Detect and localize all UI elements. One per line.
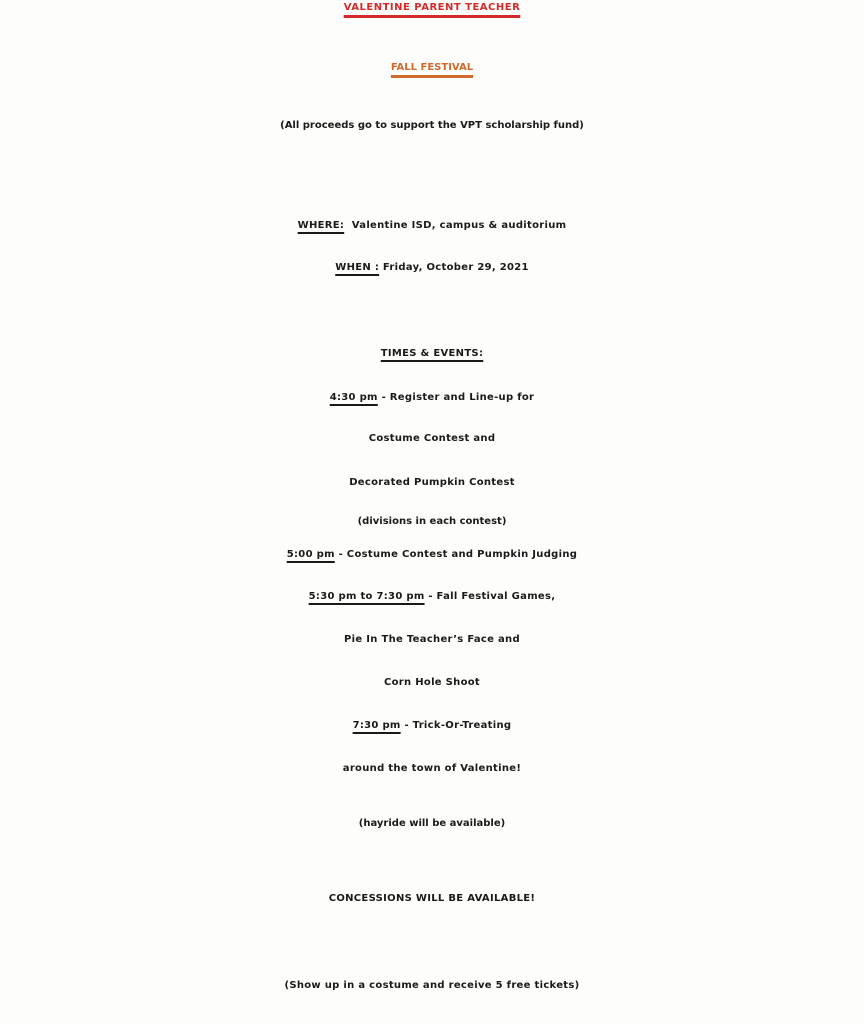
event-3-line-1	[0, 591, 864, 602]
events-heading	[0, 348, 864, 359]
event-3-time: 5:30 pm to 7:30 pm	[308, 591, 425, 602]
event-1-line-3: Decorated Pumpkin Contest	[349, 477, 515, 488]
flyer-subtitle-festival: FALL FESTIVAL	[390, 62, 474, 73]
event-1-note: (divisions in each contest)	[357, 516, 507, 527]
where-line	[0, 220, 864, 231]
event-2-text: - Costume Contest and Pumpkin Judging	[334, 549, 578, 560]
concessions-notice: CONCESSIONS WILL BE AVAILABLE!	[328, 893, 536, 904]
events-heading-text: TIMES & EVENTS:	[380, 348, 484, 359]
event-1-line-2: Costume Contest and	[368, 433, 496, 444]
flyer-title: VALENTINE PARENT TEACHER	[343, 2, 521, 13]
event-1-line-1	[0, 392, 864, 403]
event-3-text: - Fall Festival Games,	[424, 591, 556, 602]
event-4-time: 7:30 pm	[352, 720, 401, 731]
proceeds-note: (All proceeds go to support the VPT scholarship fund)	[280, 120, 584, 131]
event-4-line-1	[0, 720, 864, 731]
where-label: WHERE:	[297, 220, 345, 231]
event-4-text: - Trick-Or-Treating	[400, 720, 512, 731]
where-value: Valentine ISD, campus & auditorium	[351, 220, 567, 231]
event-1-text: - Register and Line-up for	[377, 392, 535, 403]
costume-offer: (Show up in a costume and receive 5 free tickets)	[284, 980, 580, 991]
event-3-line-2: Pie In The Teacher’s Face and	[344, 634, 520, 645]
event-2-time: 5:00 pm	[286, 549, 335, 560]
event-3-line-3: Corn Hole Shoot	[383, 677, 480, 688]
event-2-line-1	[0, 549, 864, 560]
when-line	[0, 262, 864, 273]
event-1-time: 4:30 pm	[329, 392, 378, 403]
event-4-line-2: around the town of Valentine!	[342, 763, 522, 774]
event-4-note: (hayride will be available)	[358, 818, 506, 829]
when-label: WHEN :	[335, 262, 380, 273]
when-value: Friday, October 29, 2021	[382, 262, 529, 273]
